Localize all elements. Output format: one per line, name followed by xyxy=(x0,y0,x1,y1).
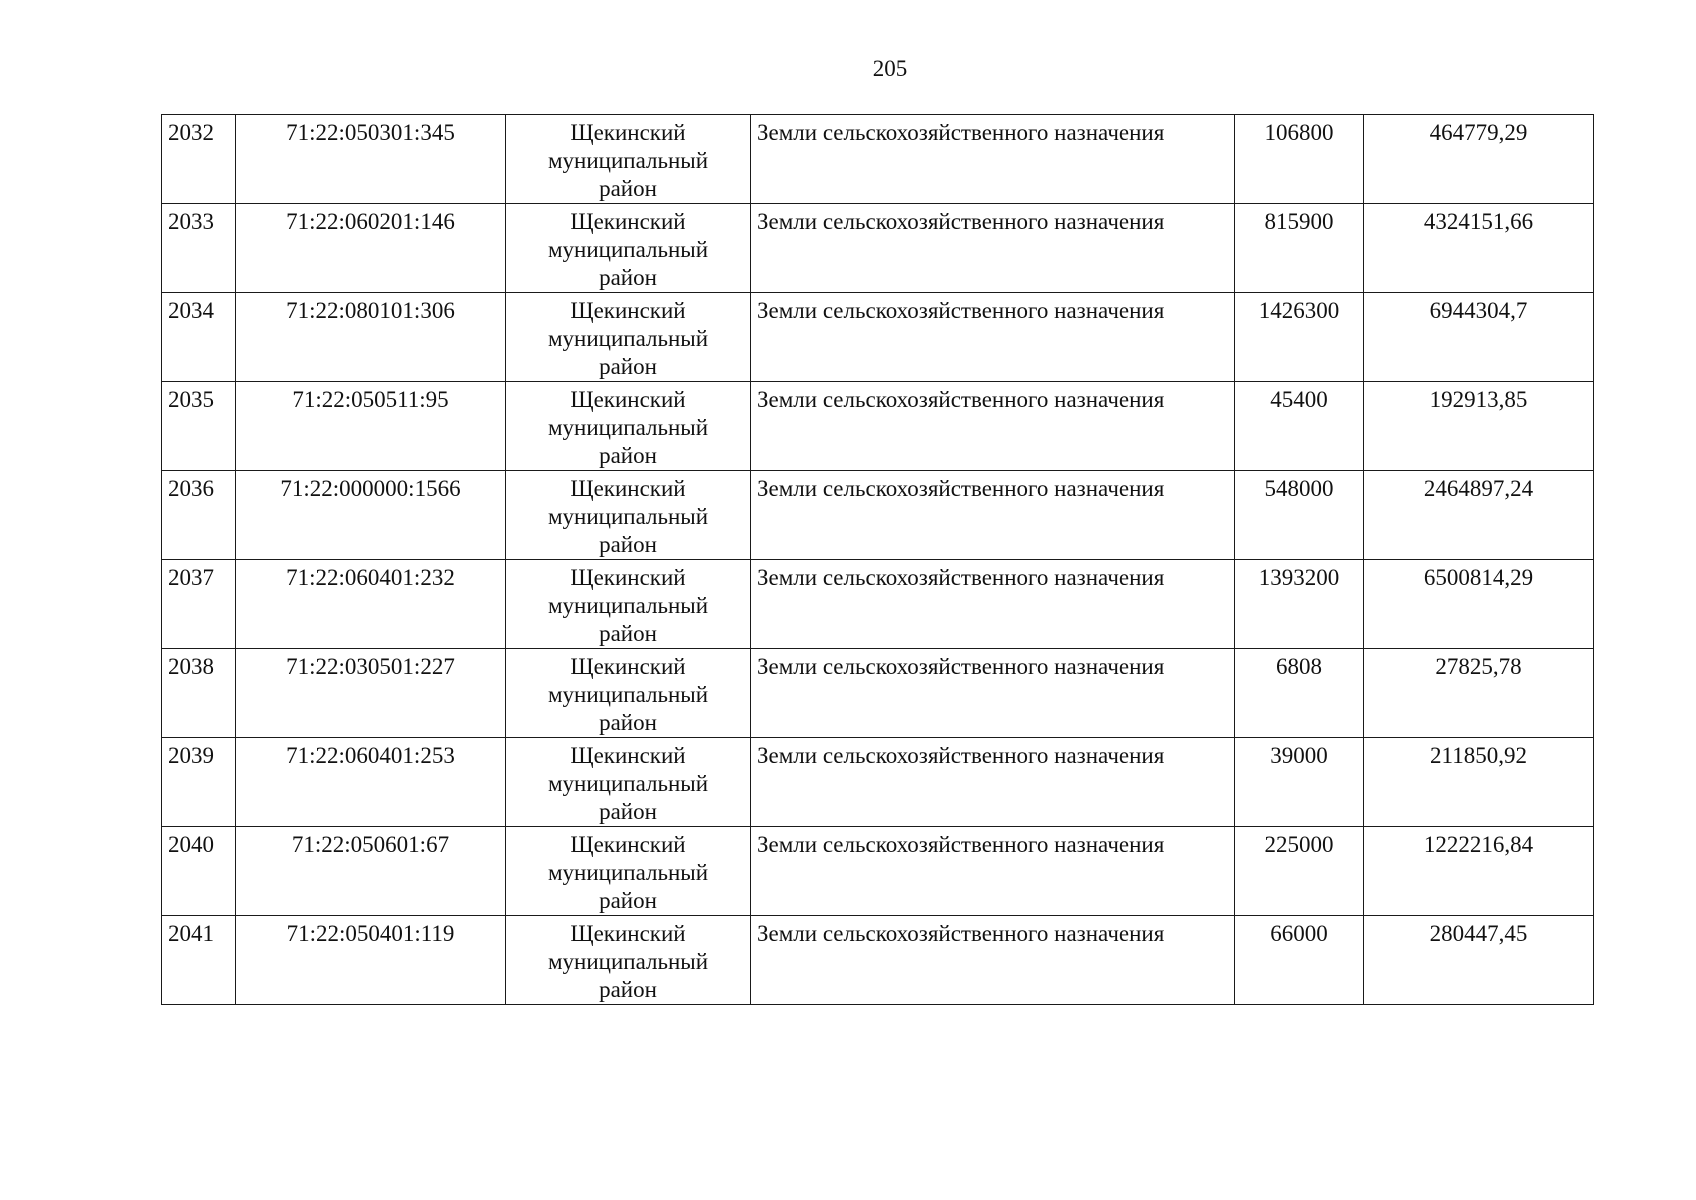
cadastral-number: 71:22:000000:1566 xyxy=(236,471,506,560)
area: 1393200 xyxy=(1235,560,1364,649)
municipality-line: муниципальный xyxy=(547,949,709,974)
municipality xyxy=(506,560,751,649)
land-category: Земли сельскохозяйственного назначения xyxy=(751,382,1235,471)
municipality xyxy=(506,115,751,204)
area: 45400 xyxy=(1235,382,1364,471)
table-row xyxy=(162,471,1594,560)
area: 6808 xyxy=(1235,649,1364,738)
row-number: 2035 xyxy=(162,382,236,471)
land-category: Земли сельскохозяйственного назначения xyxy=(751,293,1235,382)
municipality-line: муниципальный xyxy=(547,237,709,262)
area: 66000 xyxy=(1235,916,1364,1005)
land-category: Земли сельскохозяйственного назначения xyxy=(751,115,1235,204)
row-number: 2041 xyxy=(162,916,236,1005)
cadastral-value: 6500814,29 xyxy=(1364,560,1594,649)
table-row xyxy=(162,115,1594,204)
cadastral-value: 27825,78 xyxy=(1364,649,1594,738)
municipality xyxy=(506,382,751,471)
table-row xyxy=(162,738,1594,827)
municipality-line: район xyxy=(599,710,657,735)
cadastral-value: 280447,45 xyxy=(1364,916,1594,1005)
table-row xyxy=(162,293,1594,382)
municipality xyxy=(506,293,751,382)
municipality-line: муниципальный xyxy=(547,860,709,885)
municipality-line: район xyxy=(599,977,657,1002)
municipality-line: район xyxy=(599,888,657,913)
municipality-line: Щекинский xyxy=(570,298,686,323)
municipality-line: район xyxy=(599,621,657,646)
area: 815900 xyxy=(1235,204,1364,293)
row-number: 2038 xyxy=(162,649,236,738)
cadastral-value: 464779,29 xyxy=(1364,115,1594,204)
municipality xyxy=(506,916,751,1005)
row-number: 2036 xyxy=(162,471,236,560)
page-number: 205 xyxy=(872,56,908,81)
area: 548000 xyxy=(1235,471,1364,560)
municipality-line: район xyxy=(599,532,657,557)
municipality-line: Щекинский xyxy=(570,387,686,412)
table-row xyxy=(162,382,1594,471)
land-category: Земли сельскохозяйственного назначения xyxy=(751,738,1235,827)
land-category: Земли сельскохозяйственного назначения xyxy=(751,916,1235,1005)
municipality-line: район xyxy=(599,443,657,468)
area: 39000 xyxy=(1235,738,1364,827)
land-category: Земли сельскохозяйственного назначения xyxy=(751,471,1235,560)
municipality xyxy=(506,649,751,738)
municipality-line: муниципальный xyxy=(547,504,709,529)
row-number: 2040 xyxy=(162,827,236,916)
area: 225000 xyxy=(1235,827,1364,916)
land-category: Земли сельскохозяйственного назначения xyxy=(751,649,1235,738)
land-category: Земли сельскохозяйственного назначения xyxy=(751,204,1235,293)
municipality-line: район xyxy=(599,799,657,824)
municipality-line: муниципальный xyxy=(547,148,709,173)
cadastral-value: 1222216,84 xyxy=(1364,827,1594,916)
row-number: 2034 xyxy=(162,293,236,382)
cadastral-value: 211850,92 xyxy=(1364,738,1594,827)
municipality-line: район xyxy=(599,265,657,290)
land-registry-table xyxy=(161,114,1594,1005)
municipality-line: Щекинский xyxy=(570,120,686,145)
municipality-line: муниципальный xyxy=(547,682,709,707)
table-body xyxy=(162,115,1594,1005)
area: 106800 xyxy=(1235,115,1364,204)
cadastral-value: 6944304,7 xyxy=(1364,293,1594,382)
municipality-line: район xyxy=(599,354,657,379)
cadastral-number: 71:22:050511:95 xyxy=(236,382,506,471)
row-number: 2037 xyxy=(162,560,236,649)
municipality-line: муниципальный xyxy=(547,593,709,618)
municipality-line: Щекинский xyxy=(570,654,686,679)
land-category: Земли сельскохозяйственного назначения xyxy=(751,560,1235,649)
municipality xyxy=(506,204,751,293)
municipality xyxy=(506,471,751,560)
cadastral-number: 71:22:050301:345 xyxy=(236,115,506,204)
cadastral-value: 2464897,24 xyxy=(1364,471,1594,560)
municipality-line: Щекинский xyxy=(570,476,686,501)
cadastral-number: 71:22:060401:253 xyxy=(236,738,506,827)
cadastral-value: 192913,85 xyxy=(1364,382,1594,471)
municipality-line: муниципальный xyxy=(547,771,709,796)
municipality xyxy=(506,827,751,916)
cadastral-number: 71:22:050401:119 xyxy=(236,916,506,1005)
municipality-line: Щекинский xyxy=(570,832,686,857)
cadastral-number: 71:22:030501:227 xyxy=(236,649,506,738)
municipality-line: Щекинский xyxy=(570,743,686,768)
row-number: 2039 xyxy=(162,738,236,827)
row-number: 2033 xyxy=(162,204,236,293)
table-row xyxy=(162,827,1594,916)
area: 1426300 xyxy=(1235,293,1364,382)
cadastral-number: 71:22:050601:67 xyxy=(236,827,506,916)
table-row xyxy=(162,649,1594,738)
municipality-line: Щекинский xyxy=(570,565,686,590)
table-row xyxy=(162,204,1594,293)
cadastral-number: 71:22:080101:306 xyxy=(236,293,506,382)
municipality-line: Щекинский xyxy=(570,921,686,946)
row-number: 2032 xyxy=(162,115,236,204)
land-category: Земли сельскохозяйственного назначения xyxy=(751,827,1235,916)
municipality-line: муниципальный xyxy=(547,326,709,351)
municipality xyxy=(506,738,751,827)
table-row xyxy=(162,560,1594,649)
municipality-line: район xyxy=(599,176,657,201)
municipality-line: муниципальный xyxy=(547,415,709,440)
cadastral-value: 4324151,66 xyxy=(1364,204,1594,293)
cadastral-number: 71:22:060201:146 xyxy=(236,204,506,293)
table-row xyxy=(162,916,1594,1005)
cadastral-number: 71:22:060401:232 xyxy=(236,560,506,649)
municipality-line: Щекинский xyxy=(570,209,686,234)
